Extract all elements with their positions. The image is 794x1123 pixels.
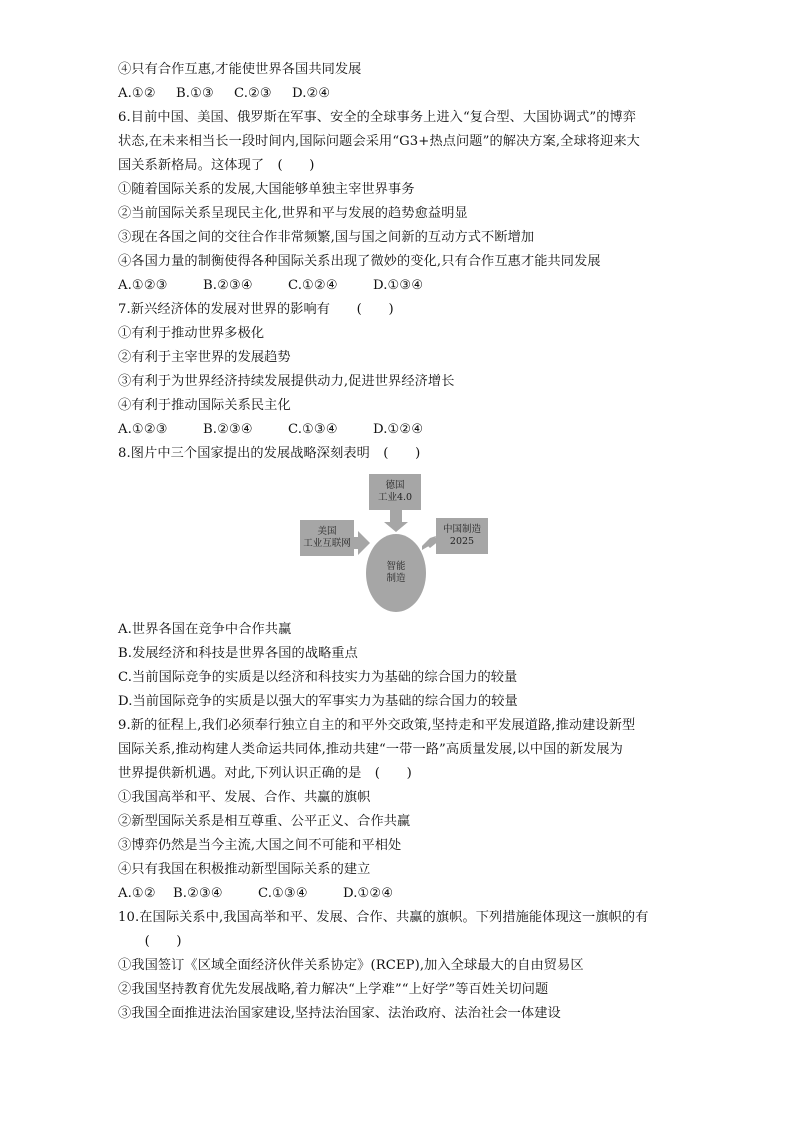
q10-stem-line-2: ( ) (118, 934, 182, 949)
q9-stem-line-3: 世界提供新机遇。对此,下列认识正确的是 ( ) (118, 766, 412, 781)
arrow-down-icon (384, 510, 408, 532)
q6-options (118, 274, 678, 298)
made-in-china-label: 中国制造 (442, 524, 481, 535)
q6-option-d: D.①③④ (373, 278, 424, 293)
smart-manufacturing-circle (366, 534, 426, 612)
q9-statement-4: ④只有我国在积极推动新型国际关系的建立 (118, 862, 371, 877)
q9-statement-1: ①我国高举和平、发展、合作、共赢的旗帜 (118, 790, 371, 805)
smart-label: 智能 (386, 561, 406, 572)
industrial-internet-label: 工业互联网 (303, 538, 351, 549)
q7-statement-1: ①有利于推动世界多极化 (118, 326, 265, 341)
manufacturing-label: 制造 (386, 573, 406, 584)
q10-statement-3: ③我国全面推进法治国家建设,坚持法治国家、法治政府、法治社会一体建设 (118, 1006, 561, 1021)
q7-option-d: D.①②④ (373, 422, 424, 437)
usa-box (300, 520, 354, 556)
industry-4-label: 工业4.0 (377, 492, 413, 503)
q5-option-c: C.②③ (234, 86, 272, 101)
china-box (436, 518, 488, 554)
q7-option-a: A.①②③ (118, 422, 168, 437)
q5-options (118, 82, 678, 106)
q6-stem-line-2: 状态,在未来相当长一段时间内,国际问题会采用“G3+热点问题”的解决方案,全球将迎来大 (118, 134, 640, 149)
q6-statement-3: ③现在各国之间的交往合作非常频繁,国与国之间新的互动方式不断增加 (118, 230, 535, 245)
q9-stem-line-2: 国际关系,推动构建人类命运共同体,推动共建“一带一路”高质量发展,以中国的新发展为 (118, 742, 623, 757)
q9-option-d: D.①②④ (343, 886, 394, 901)
q5-option-d: D.②④ (292, 86, 331, 101)
q9-option-a: A.①② (118, 886, 156, 901)
q7-option-b: B.②③④ (203, 422, 253, 437)
q6-statement-1: ①随着国际关系的发展,大国能够单独主宰世界事务 (118, 182, 415, 197)
q9-options (118, 882, 678, 906)
q7-options (118, 418, 678, 442)
germany-label: 德国 (385, 480, 405, 491)
q9-option-b: B.②③④ (173, 886, 223, 901)
q8-option-c: C.当前国际竞争的实质是以经济和科技实力为基础的综合国力的较量 (118, 670, 518, 685)
q6-option-a: A.①②③ (118, 278, 168, 293)
exam-page (118, 58, 678, 1026)
q6-statement-4: ④各国力量的制衡使得各种国际关系出现了微妙的变化,只有合作互惠才能共同发展 (118, 254, 601, 269)
q6-stem-line-3: 国关系新格局。这体现了 ( ) (118, 158, 315, 173)
q8-option-b: B.发展经济和科技是世界各国的战略重点 (118, 646, 358, 661)
q8-option-d: D.当前国际竞争的实质是以强大的军事实力为基础的综合国力的较量 (118, 694, 518, 709)
usa-label: 美国 (317, 526, 337, 537)
q7-statement-3: ③有利于为世界经济持续发展提供动力,促进世界经济增长 (118, 374, 455, 389)
q9-stem-line-1: 9.新的征程上,我们必须奉行独立自主的和平外交政策,坚持走和平发展道路,推动建设新型 (118, 718, 636, 733)
q10-stem-line-1: 10.在国际关系中,我国高举和平、发展、合作、共赢的旗帜。下列措施能体现这一旗帜的有 (118, 910, 649, 925)
q5-option-b: B.①③ (176, 86, 214, 101)
q9-statement-2: ②新型国际关系是相互尊重、公平正义、合作共赢 (118, 814, 411, 829)
q10-statement-1: ①我国签订《区域全面经济伙伴关系协定》(RCEP),加入全球最大的自由贸易区 (118, 958, 584, 973)
q6-statement-2: ②当前国际关系呈现民主化,世界和平与发展的趋势愈益明显 (118, 206, 468, 221)
q9-option-c: C.①③④ (258, 886, 308, 901)
q7-stem: 7.新兴经济体的发展对世界的影响有 ( ) (118, 302, 394, 317)
q7-statement-2: ②有利于主宰世界的发展趋势 (118, 350, 291, 365)
q9-statement-3: ③博弈仍然是当今主流,大国之间不可能和平相处 (118, 838, 402, 853)
q8-stem: 8.图片中三个国家提出的发展战略深刻表明 ( ) (118, 446, 421, 461)
q5-statement-4: ④只有合作互惠,才能使世界各国共同发展 (118, 62, 362, 77)
q7-statement-4: ④有利于推动国际关系民主化 (118, 398, 291, 413)
q6-stem-line-1: 6.目前中国、美国、俄罗斯在军事、安全的全球事务上进入“复合型、大国协调式”的博弈 (118, 110, 637, 125)
q10-statement-2: ②我国坚持教育优先发展战略,着力解决“上学难”“上好学”等百姓关切问题 (118, 982, 549, 997)
q8-option-a: A.世界各国在竞争中合作共赢 (118, 622, 292, 637)
q6-option-b: B.②③④ (203, 278, 253, 293)
germany-box (369, 474, 421, 510)
year-2025-label: 2025 (449, 536, 475, 547)
q7-option-c: C.①③④ (288, 422, 338, 437)
q5-option-a: A.①② (118, 86, 156, 101)
q6-option-c: C.①②④ (288, 278, 338, 293)
arrow-right-icon (352, 531, 370, 555)
strategy-diagram (118, 470, 678, 616)
